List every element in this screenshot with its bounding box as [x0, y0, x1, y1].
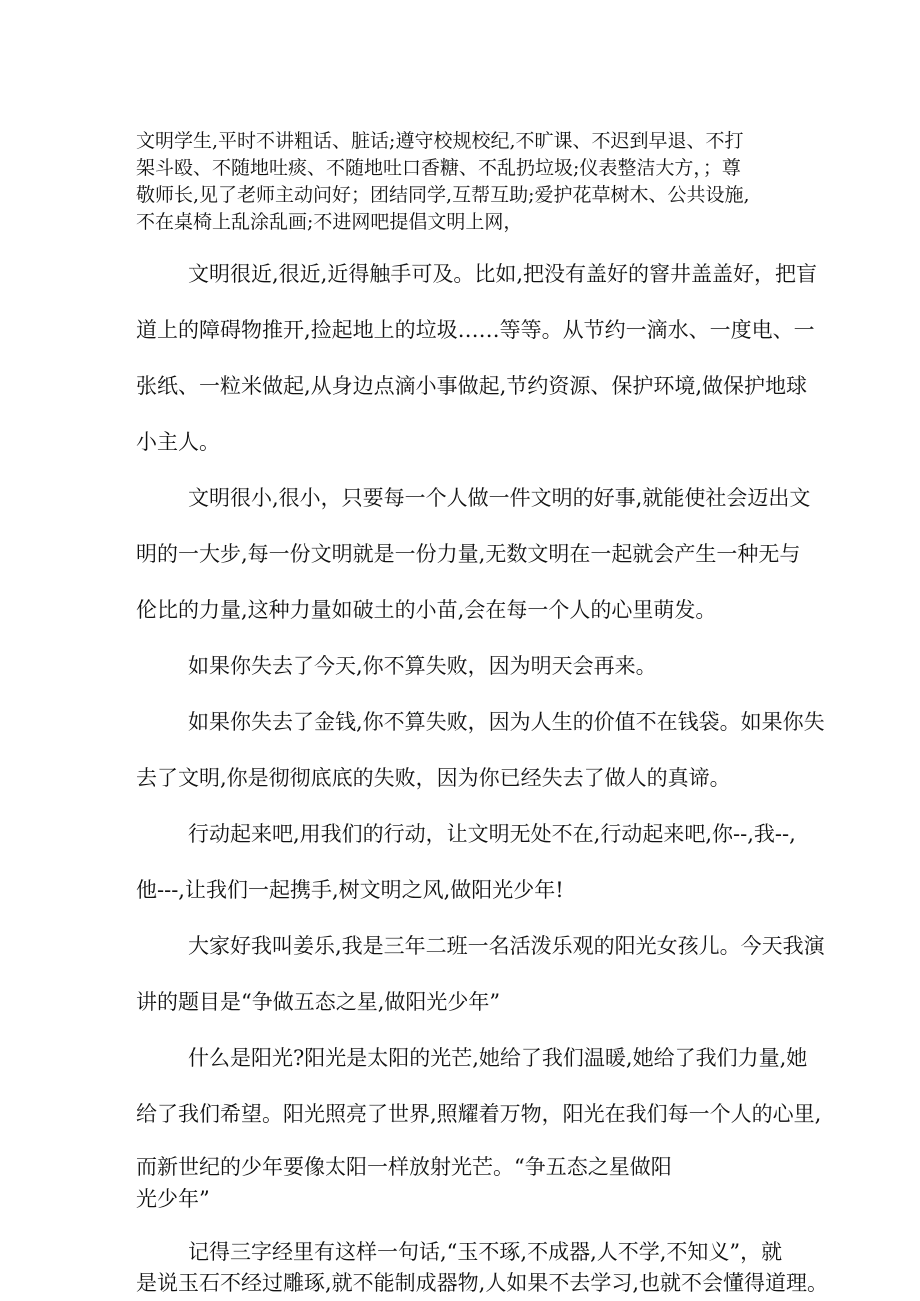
- text-line: 是说玉石不经过雕琢,就不能制成器物,人如果不去学习,也就不会懂得道理。: [136, 1271, 829, 1295]
- text-line: 文明很近,很近,近得触手可及。比如,把没有盖好的窨井盖盖好，把盲: [188, 262, 818, 286]
- text-line: 去了文明,你是彻彻底底的失败，因为你已经失去了做人的真谛。: [136, 766, 731, 790]
- text-line: 小主人。: [136, 430, 220, 454]
- text-line: 记得三字经里有这样一句话,“玉不琢,不成器,人不学,不知义”，就: [188, 1240, 783, 1264]
- text-line: 张纸、一粒米做起,从身边点滴小事做起,节约资源、保护环境,做保护地球: [136, 374, 808, 398]
- text-line: 而新世纪的少年要像太阳一样放射光芒。“争五态之星做阳: [136, 1155, 672, 1179]
- text-line: 讲的题目是“争做五态之星,做阳光少年”: [136, 990, 501, 1014]
- text-line: 文明学生,平时不讲粗话、脏话;遵守校规校纪,不旷课、不迟到早退、不打: [136, 130, 744, 152]
- text-line: 给了我们希望。阳光照亮了世界,照耀着万物，阳光在我们每一个人的心里,: [136, 1102, 822, 1126]
- text-line: 道上的障碍物推开,捡起地上的垃圾……等等。从节约一滴水、一度电、一: [136, 318, 815, 342]
- text-line: 文明很小,很小，只要每一个人做一件文明的好事,就能使社会迈出文: [188, 486, 811, 510]
- text-line: 伦比的力量,这种力量如破土的小苗,会在每一个人的心里萌发。: [136, 598, 717, 622]
- text-line: 大家好我叫姜乐,我是三年二班一名活泼乐观的阳光女孩儿。今天我演: [188, 934, 825, 958]
- text-line: 什么是阳光?阳光是太阳的光芒,她给了我们温暖,她给了我们力量,她: [188, 1046, 808, 1070]
- text-line: 如果你失去了金钱,你不算失败，因为人生的价值不在钱袋。如果你失: [188, 710, 825, 734]
- text-line: 行动起来吧,用我们的行动，让文明无处不在,行动起来吧,你--,我--,: [188, 822, 796, 846]
- text-line: 明的一大步,每一份文明就是一份力量,无数文明在一起就会产生一种无与: [136, 542, 801, 566]
- text-line: 敬师长,见了老师主动问好；团结同学,互帮互助;爱护花草树木、公共设施,: [136, 184, 750, 206]
- text-line: 他---,让我们一起携手,树文明之风,做阳光少年!: [136, 878, 564, 902]
- text-line: 光少年”: [136, 1187, 210, 1211]
- text-line: 架斗殴、不随地吐痰、不随地吐口香糖、不乱扔垃圾;仪表整洁大方，；尊: [136, 157, 741, 179]
- text-line: 如果你失去了今天,你不算失败，因为明天会再来。: [188, 654, 657, 678]
- text-line: 不在桌椅上乱涂乱画;不进网吧提倡文明上网，: [136, 211, 523, 233]
